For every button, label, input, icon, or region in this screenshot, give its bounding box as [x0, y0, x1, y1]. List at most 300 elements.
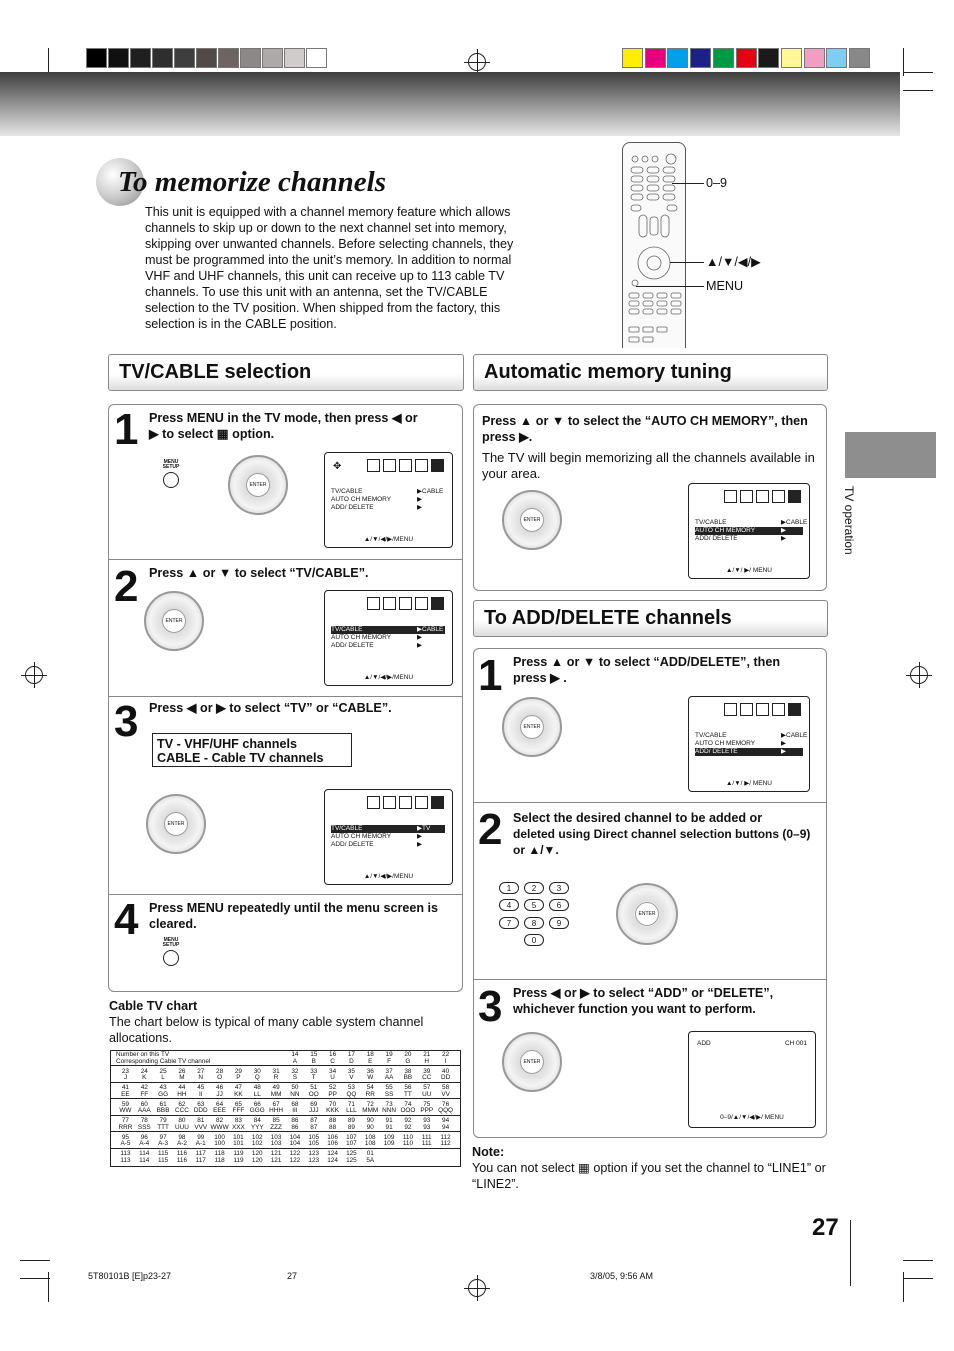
chart-cell: 108 — [364, 1133, 376, 1141]
chart-row — [111, 1068, 460, 1083]
chart-cell: LLL — [346, 1107, 357, 1114]
chart-cell: XXX — [232, 1123, 245, 1131]
remote-label-digits: 0–9 — [706, 176, 728, 190]
osd-screen-step1 — [324, 452, 453, 548]
chart-cell: 120 — [251, 1156, 263, 1164]
chart-cell: RR — [365, 1090, 375, 1098]
chart-cell: 99 — [197, 1133, 205, 1141]
chart-cell: AA — [384, 1074, 394, 1081]
registration-mark-icon — [468, 53, 486, 71]
chart-cell: ZZZ — [270, 1123, 282, 1131]
osd-row-adddel: ADD/ DELETE ▶ — [331, 841, 422, 848]
enter-label: ENTER — [520, 508, 544, 532]
intro-text: This unit is equipped with a channel memory feature which allows channels to skip up or down to the next channel set into memory, skipping over unwanted channels. Before selecting channels, they must be programmed into the unit’s memory. In addition to normal VHF and UHF channels, this unit can receive up to 113 cable TV channels. To use this unit with an antenna, set the TV/CABLE selection to the TV position. When shipped from the factory, this selection is in the CABLE position. — [145, 205, 514, 331]
osd-row-tvcable: TV/CABLE ▶TV — [331, 825, 445, 833]
osd-row-adddel: ADD/ DELETE ▶ — [695, 535, 786, 542]
chart-cell: PPP — [420, 1107, 434, 1114]
step-number: 1 — [114, 405, 139, 454]
chart-cell: 114 — [139, 1156, 150, 1164]
chart-row — [111, 1051, 460, 1066]
step-number: 2 — [114, 562, 139, 611]
osd-footer: ▲/▼/ ▶/ MENU — [725, 567, 773, 574]
chart-row — [111, 1150, 460, 1165]
chart-cell: I — [444, 1057, 447, 1065]
enter-label: ENTER — [246, 473, 270, 497]
chart-cell: 83 — [234, 1117, 242, 1124]
chart-cell: 103 — [270, 1133, 282, 1141]
osd-screen-step3 — [324, 789, 453, 885]
side-label-wrap — [840, 486, 860, 566]
chart-cell: 48 — [253, 1084, 261, 1091]
number-button-5[interactable]: 5 — [524, 899, 544, 911]
chart-cell: CCC — [174, 1107, 189, 1114]
cable-tv-chart — [110, 1050, 461, 1167]
gray-swatch — [174, 48, 195, 68]
chart-cell: 34 — [329, 1067, 337, 1075]
chart-cell: 78 — [140, 1117, 148, 1124]
gray-swatch — [152, 48, 173, 68]
remote-control-illustration — [622, 142, 686, 348]
chart-cell: JJ — [216, 1090, 223, 1098]
step-number: 3 — [114, 697, 139, 746]
chart-cell: 67 — [272, 1100, 280, 1108]
chart-cell: 77 — [121, 1117, 129, 1124]
chart-cell: 19 — [385, 1051, 393, 1058]
chart-cell: 88 — [329, 1117, 337, 1124]
chart-cell: E — [368, 1057, 373, 1065]
number-button-3[interactable]: 3 — [549, 882, 569, 894]
navigation-ring[interactable] — [146, 794, 206, 854]
chart-cell: 89 — [347, 1123, 355, 1131]
chart-cell: 76 — [442, 1100, 450, 1108]
chart-cell: 116 — [176, 1156, 187, 1164]
chart-cell: 18 — [366, 1051, 374, 1058]
chart-cell: CC — [422, 1074, 432, 1081]
step-text: Press MENU repeatedly until the menu screen is cleared. — [149, 901, 439, 931]
chart-cell: 33 — [310, 1067, 318, 1075]
chart-cell: L — [161, 1074, 165, 1081]
menu-icon-row — [724, 490, 801, 503]
chart-cell: N — [198, 1074, 204, 1081]
step-number: 3 — [478, 982, 503, 1031]
step-number: 2 — [478, 805, 503, 854]
osd-row-auto: AUTO CH MEMORY ▶ — [331, 833, 422, 840]
number-buttons — [499, 882, 574, 947]
chart-cell — [380, 1158, 399, 1165]
osd-screen-step2 — [324, 590, 453, 686]
chart-cell: III — [292, 1107, 298, 1114]
leader-line — [636, 286, 704, 287]
chart-cell: 112 — [440, 1140, 451, 1147]
chart-cell: 17 — [347, 1051, 355, 1058]
chart-cell: 86 — [291, 1123, 299, 1131]
chart-row — [111, 1101, 460, 1116]
chart-cell: QQQ — [438, 1107, 454, 1114]
chart-cell: 114 — [139, 1150, 150, 1157]
step-text: Press ▲ or ▼ to select “TV/CABLE”. — [149, 566, 369, 580]
chart-cell: 93 — [423, 1117, 431, 1124]
osd-row-auto: AUTO CH MEMORY ▶ — [695, 527, 803, 535]
number-button-4[interactable]: 4 — [499, 899, 519, 911]
chart-cell: EE — [121, 1090, 130, 1098]
chart-cell: 87 — [310, 1123, 318, 1131]
chart-cell: 59 — [121, 1100, 129, 1108]
menu-setup-button[interactable] — [162, 460, 180, 488]
number-button-1[interactable]: 1 — [499, 882, 519, 894]
gray-swatch — [218, 48, 239, 68]
osd-row-adddel: ADD/ DELETE ▶ — [695, 748, 803, 756]
chart-cell: MMM — [362, 1107, 379, 1114]
trim-mark — [903, 1278, 933, 1279]
chart-cell: FFF — [232, 1107, 245, 1114]
auto-step-text: Press ▲ or ▼ to select the “AUTO CH MEMORY”, then press ▶. — [482, 414, 808, 444]
chart-cell: JJJ — [308, 1107, 319, 1114]
chart-cell: 45 — [197, 1084, 205, 1091]
chart-cell: U — [330, 1074, 335, 1081]
chart-cell: 32 — [291, 1067, 299, 1075]
chart-cell: K — [142, 1074, 147, 1081]
chart-cell: WWW — [210, 1123, 229, 1131]
chart-cell: 124 — [327, 1156, 338, 1164]
registration-mark-icon — [468, 1279, 486, 1297]
footer-right: 3/8/05, 9:56 AM — [590, 1271, 654, 1281]
menu-setup-label: MENU SETUP — [162, 459, 180, 470]
chart-cell: 24 — [140, 1067, 148, 1075]
side-label: TV operation — [842, 486, 856, 555]
chart-cell: 93 — [423, 1123, 431, 1131]
chart-cell: 92 — [404, 1117, 412, 1124]
chart-cell — [436, 1158, 455, 1165]
color-swatch — [849, 48, 870, 68]
chart-cell: 110 — [402, 1133, 413, 1141]
osd-footer: 0–9/▲/▼/◀/▶/ MENU — [720, 1114, 784, 1121]
footer-center: 27 — [287, 1271, 298, 1281]
chart-cell: 115 — [157, 1156, 169, 1164]
chart-cell: 108 — [364, 1140, 376, 1147]
color-swatch — [826, 48, 847, 68]
chart-cell: 100 — [214, 1133, 225, 1141]
divider — [109, 696, 462, 697]
chart-cell: 118 — [214, 1150, 225, 1157]
chart-cell: 70 — [329, 1100, 337, 1108]
trim-mark — [850, 1220, 851, 1286]
chart-cell: VVV — [194, 1123, 208, 1131]
number-button-2[interactable]: 2 — [524, 882, 544, 894]
menu-setup-button[interactable] — [162, 938, 180, 966]
chart-cell: H — [424, 1057, 430, 1065]
trim-mark — [20, 1278, 50, 1279]
enter-label: ENTER — [162, 609, 186, 633]
trim-mark — [903, 1272, 904, 1302]
chart-cell: A-5 — [120, 1140, 131, 1147]
osd-row-adddel: ADD/ DELETE ▶ — [331, 642, 422, 649]
chart-cell: D — [349, 1057, 354, 1065]
chart-cell: 117 — [195, 1150, 206, 1157]
chart-row — [111, 1084, 460, 1099]
leader-line — [670, 262, 704, 263]
chart-cell: 62 — [178, 1100, 186, 1108]
chart-cell: 88 — [329, 1123, 337, 1131]
chart-cell: 01 — [366, 1150, 374, 1157]
chart-cell: 90 — [366, 1123, 374, 1131]
registration-mark-icon — [25, 666, 43, 684]
chart-row — [111, 1134, 460, 1149]
chart-cell: DD — [440, 1074, 451, 1081]
gray-swatch — [262, 48, 283, 68]
chart-cell: J — [123, 1074, 128, 1081]
chart-cell: V — [349, 1074, 354, 1081]
navigation-ring[interactable] — [144, 591, 204, 651]
chart-cell: 106 — [327, 1133, 338, 1141]
chart-cell: 89 — [347, 1117, 355, 1124]
cable-chart-desc: The chart below is typical of many cable system channel allocations. — [109, 1015, 424, 1045]
divider — [474, 979, 826, 980]
color-swatch — [690, 48, 711, 68]
chart-cell: 75 — [423, 1100, 431, 1108]
chart-cell: 58 — [442, 1084, 450, 1091]
chart-cell: 102 — [251, 1133, 263, 1141]
chart-cell: 25 — [159, 1067, 167, 1075]
chart-cell: PP — [328, 1090, 337, 1098]
chart-cell: NN — [290, 1090, 300, 1098]
number-button-6[interactable]: 6 — [549, 899, 569, 911]
trim-mark — [903, 1260, 933, 1261]
chart-cell: P — [236, 1074, 241, 1081]
divider — [109, 559, 462, 560]
chart-cell: 94 — [442, 1117, 450, 1124]
chart-cell: 122 — [289, 1150, 301, 1157]
chart-cell: 90 — [366, 1117, 374, 1124]
chart-cell: S — [292, 1074, 298, 1081]
navigation-ring[interactable] — [502, 1032, 562, 1092]
chart-cell: TT — [404, 1090, 412, 1098]
step-text: ▶ to select ▦ option. — [149, 427, 275, 441]
chart-cell: 49 — [272, 1084, 280, 1091]
chart-cell: OO — [308, 1090, 319, 1098]
chart-cell: 55 — [385, 1084, 393, 1091]
remote-label-arrows: ▲/▼/◀/▶ — [706, 255, 761, 269]
chart-cell: NNN — [382, 1107, 396, 1114]
chart-cell: GG — [158, 1090, 169, 1098]
step-text: deleted using Direct channel selection buttons (0–9) or ▲/▼. — [513, 827, 811, 857]
chart-cell: GGG — [249, 1107, 265, 1114]
step-number: 4 — [114, 895, 139, 944]
chart-cell: SS — [384, 1090, 394, 1098]
chart-cell: 124 — [327, 1150, 338, 1157]
chart-cell: M — [179, 1074, 185, 1081]
chart-cell: FF — [140, 1090, 149, 1098]
chart-cell: 100 — [214, 1140, 225, 1147]
chart-cell: 21 — [423, 1051, 431, 1058]
chart-cell: 15 — [310, 1051, 318, 1058]
chart-cell: WW — [119, 1107, 132, 1114]
chart-cell: 82 — [216, 1117, 224, 1124]
chart-cell: 79 — [159, 1117, 167, 1124]
navigation-ring[interactable] — [502, 490, 562, 550]
chart-cell: 47 — [234, 1084, 242, 1091]
color-swatch — [736, 48, 757, 68]
chart-cell: 51 — [310, 1084, 318, 1091]
osd-row-adddel: ADD/ DELETE ▶ — [331, 504, 422, 511]
chart-cell: 91 — [385, 1123, 393, 1131]
osd-footer: ▲/▼/◀/▶/MENU — [363, 674, 414, 681]
chart-cell: B — [311, 1057, 316, 1065]
chart-cell: 107 — [346, 1140, 357, 1147]
chart-cell: 123 — [308, 1150, 320, 1157]
chart-cell: 5A — [366, 1156, 375, 1164]
chart-cell: 27 — [197, 1067, 205, 1075]
option-tv: TV - VHF/UHF channels — [157, 737, 297, 751]
chart-cell: A-3 — [158, 1140, 169, 1147]
chart-cell: 73 — [385, 1100, 393, 1108]
chart-cell: 118 — [214, 1156, 225, 1164]
chart-cell: 80 — [178, 1117, 186, 1124]
osd-row-tvcable: TV/CABLE ▶CABLE — [695, 732, 808, 739]
color-swatch — [713, 48, 734, 68]
chart-cell: LL — [253, 1090, 261, 1098]
remote-buttons-icon — [623, 143, 685, 348]
color-swatch — [645, 48, 666, 68]
section-header-tvcable — [108, 354, 464, 391]
chart-cell: A-2 — [176, 1140, 187, 1147]
chart-cell: 43 — [159, 1084, 167, 1091]
chart-cell: 66 — [253, 1100, 261, 1108]
chart-cell: 111 — [421, 1140, 432, 1147]
chart-cell: 38 — [404, 1067, 412, 1075]
chart-cell: G — [405, 1057, 411, 1065]
number-button-7[interactable]: 7 — [499, 917, 519, 929]
menu-icon-row — [367, 796, 444, 809]
chart-cell: 101 — [233, 1140, 244, 1147]
color-swatch — [758, 48, 779, 68]
chart-cell: 86 — [291, 1117, 299, 1124]
chart-cell: 44 — [178, 1084, 186, 1091]
remote-label-menu: MENU — [706, 279, 744, 293]
chart-cell: 30 — [253, 1067, 261, 1075]
step-text: Select the desired channel to be added or — [513, 811, 763, 825]
color-swatch — [622, 48, 643, 68]
chart-cell: VV — [441, 1090, 450, 1098]
number-button-9[interactable]: 9 — [549, 917, 569, 929]
chart-cell: 63 — [197, 1100, 205, 1108]
chart-cell: YYY — [250, 1123, 264, 1131]
chart-cell: 110 — [402, 1140, 413, 1147]
chart-cell: 98 — [178, 1133, 186, 1141]
chart-cell: 105 — [308, 1140, 320, 1147]
gray-swatch — [196, 48, 217, 68]
chart-cell: 101 — [233, 1133, 244, 1141]
section-header-auto — [473, 354, 828, 391]
osd-footer: ▲/▼/ ▶/ MENU — [725, 780, 773, 787]
enter-label: ENTER — [635, 902, 659, 926]
chart-cell — [399, 1158, 418, 1165]
chart-cell: SSS — [137, 1123, 151, 1131]
chart-cell: 104 — [289, 1133, 301, 1141]
chart-cell: 37 — [385, 1067, 393, 1075]
section-header-adddel — [473, 600, 828, 637]
osd-add-label: ADD — [697, 1040, 711, 1047]
chart-cell: 91 — [385, 1117, 393, 1124]
chart-cell: 16 — [329, 1051, 337, 1058]
chart-cell: 29 — [234, 1067, 242, 1075]
chart-cell: 112 — [440, 1133, 451, 1141]
chart-cell: OOO — [400, 1107, 416, 1114]
enter-label: ENTER — [520, 715, 544, 739]
menu-icon-row — [367, 459, 444, 472]
chart-cell: II — [198, 1090, 203, 1098]
divider — [474, 802, 826, 803]
chart-cell: 121 — [270, 1156, 282, 1164]
osd-row-tvcable: TV/CABLE ▶CABLE — [331, 626, 444, 633]
note-title: Note: — [472, 1145, 505, 1159]
chart-cell: EEE — [213, 1107, 226, 1114]
chart-cell: 42 — [140, 1084, 148, 1091]
chart-cell: 109 — [383, 1140, 395, 1147]
chart-cell: 120 — [251, 1150, 263, 1157]
navigation-ring[interactable] — [616, 883, 678, 945]
leader-line — [672, 183, 704, 184]
osd-screen-auto — [688, 483, 810, 579]
gray-swatch — [130, 48, 151, 68]
section-title: To ADD/DELETE channels — [484, 607, 732, 629]
chart-cell: 117 — [195, 1156, 206, 1164]
chart-cell: 123 — [308, 1156, 320, 1164]
enter-label: ENTER — [520, 1050, 544, 1074]
gray-swatch — [306, 48, 327, 68]
chart-cell: 14 — [291, 1051, 299, 1058]
chart-cell: 84 — [253, 1117, 261, 1124]
move-arrows-icon: ✥ — [333, 461, 342, 472]
side-tab — [845, 432, 936, 478]
chart-cell: 95 — [121, 1133, 129, 1141]
section-title: Automatic memory tuning — [484, 361, 732, 383]
color-swatch — [804, 48, 825, 68]
osd-footer: ▲/▼/◀/▶/MENU — [363, 873, 414, 880]
chart-cell: Q — [254, 1074, 260, 1081]
chart-cell: C — [330, 1057, 335, 1065]
step-number: 1 — [478, 651, 503, 700]
chart-cell: 68 — [291, 1100, 299, 1108]
step-text: Press ◀ or ▶ to select “ADD” or “DELETE”, whichever function you want to perform. — [513, 986, 774, 1016]
chart-cell: HHH — [269, 1107, 283, 1114]
chart-cell: 39 — [423, 1067, 431, 1075]
chart-cell: TTT — [157, 1123, 169, 1131]
chart-cell: 96 — [140, 1133, 148, 1141]
number-button-8[interactable]: 8 — [524, 917, 544, 929]
chart-cell: UUU — [174, 1123, 189, 1131]
page-title: To memorize channels — [118, 166, 387, 198]
chart-cell: MM — [270, 1090, 282, 1098]
navigation-ring[interactable] — [502, 697, 562, 757]
chart-cell: 20 — [404, 1051, 412, 1058]
trim-mark — [20, 1260, 50, 1261]
chart-cell: 52 — [329, 1084, 337, 1091]
chart-cell: 125 — [346, 1156, 357, 1164]
gray-swatch — [108, 48, 129, 68]
chart-cell: 107 — [346, 1133, 357, 1141]
chart-cell: 50 — [291, 1084, 299, 1091]
menu-icon-row — [367, 597, 444, 610]
cable-chart-title: Cable TV chart — [109, 999, 198, 1013]
chart-cell: 74 — [404, 1100, 412, 1108]
number-button-0[interactable]: 0 — [524, 934, 544, 946]
chart-cell: 36 — [366, 1067, 374, 1075]
step-text: Press MENU in the TV mode, then press ◀ or — [149, 411, 418, 425]
section-title: TV/CABLE selection — [119, 361, 312, 383]
chart-cell: DDD — [193, 1107, 208, 1114]
navigation-ring[interactable] — [228, 455, 288, 515]
chart-cell: 125 — [346, 1150, 357, 1157]
